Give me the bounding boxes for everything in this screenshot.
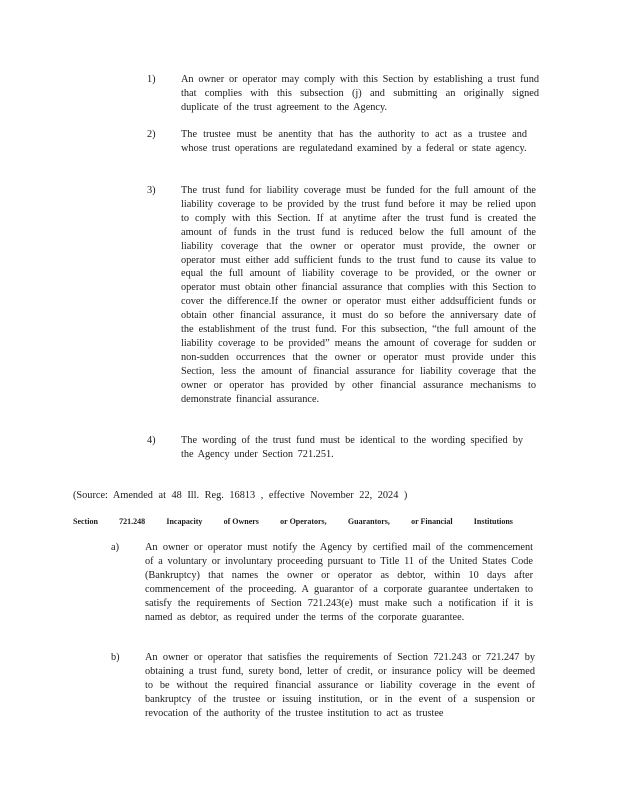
section-number: 721.248 [119, 517, 146, 526]
list-item-number: 2) [147, 129, 156, 140]
section-label: Section [73, 517, 98, 526]
subsection-number: a) [111, 542, 119, 553]
list-item-number: 3) [147, 185, 156, 196]
list-item-text: The wording of the trust fund must be identical to the wording specified by the Agency under Section 721.251. [181, 435, 523, 460]
list-item-text: An owner or operator may comply with this Section by establishing a trust fund that complies with this subsection (j) and submitting an originally signed duplicate of the trust agreement to the Agency. [181, 74, 539, 113]
section-title-word: of Owners [223, 517, 259, 526]
section-title-word: Incapacity [166, 517, 203, 526]
subsection-text: An owner or operator must notify the Agency by certified mail of the commencement of a voluntary or involuntary proceeding pursuant to Title 11 of the United States Code (Bankruptcy) that names the owner or operator as debtor, within 10 days after commencement of the proceeding. A guarantor of a corporate guarantee undertaken to satisfy the requirements of Section 721.243(e) must make such a notification if it is named as debtor, as required under the terms of the corporate guarantee. [145, 542, 533, 623]
section-title-word: Institutions [473, 517, 513, 526]
section-heading [73, 516, 513, 527]
list-item-text: The trust fund for liability coverage must be funded for the full amount of the liability coverage to be provided by the trust fund before it may be relied upon to comply with this Section. If at anytime after the trust fund is created the amount of funds in the trust fund is reduced below the full amount of the liability coverage that the owner or operator must provide, the owner or operator must either add sufficient funds to the trust fund to cause its value to equal the full amount of liability coverage to be provided, or the owner or operator must obtain other financial assurance that complies with this Section to cover the difference.If the owner or operator must either addsufficient funds or obtain other financial assurance, it must do so before the anniversary date of the establishment of the trust fund. For this subsection, “the full amount of the liability coverage to be provided” means the amount of coverage for sudden or non-sudden occurrences that the owner or operator must provide under this Section, less the amount of financial assurance for liability coverage that the owner or operator has provided by other financial assurance mechanisms to demonstrate financial assurance. [181, 185, 536, 405]
list-item-text: The trustee must be anentity that has the authority to act as a trustee and whose trust operations are regulatedand examined by a federal or state agency. [181, 129, 527, 154]
source-note: (Source: Amended at 48 Ill. Reg. 16813 , effective November 22, 2024 ) [73, 490, 408, 501]
section-title-word: or Financial [411, 517, 453, 526]
section-title-word: or Operators, [280, 517, 327, 526]
subsection-number: b) [111, 652, 120, 663]
list-item-number: 1) [147, 74, 156, 85]
section-title-word: Guarantors, [347, 517, 390, 526]
subsection-text: An owner or operator that satisfies the requirements of Section 721.243 or 721.247 by obtaining a trust fund, surety bond, letter of credit, or insurance policy will be deemed to be without the required financial assurance or liability coverage in the event of bankruptcy of the trustee or issuing institution, or in the event of a suspension or revocation of the authority of the trustee institution to act as trustee [145, 652, 535, 719]
list-item-number: 4) [147, 435, 156, 446]
